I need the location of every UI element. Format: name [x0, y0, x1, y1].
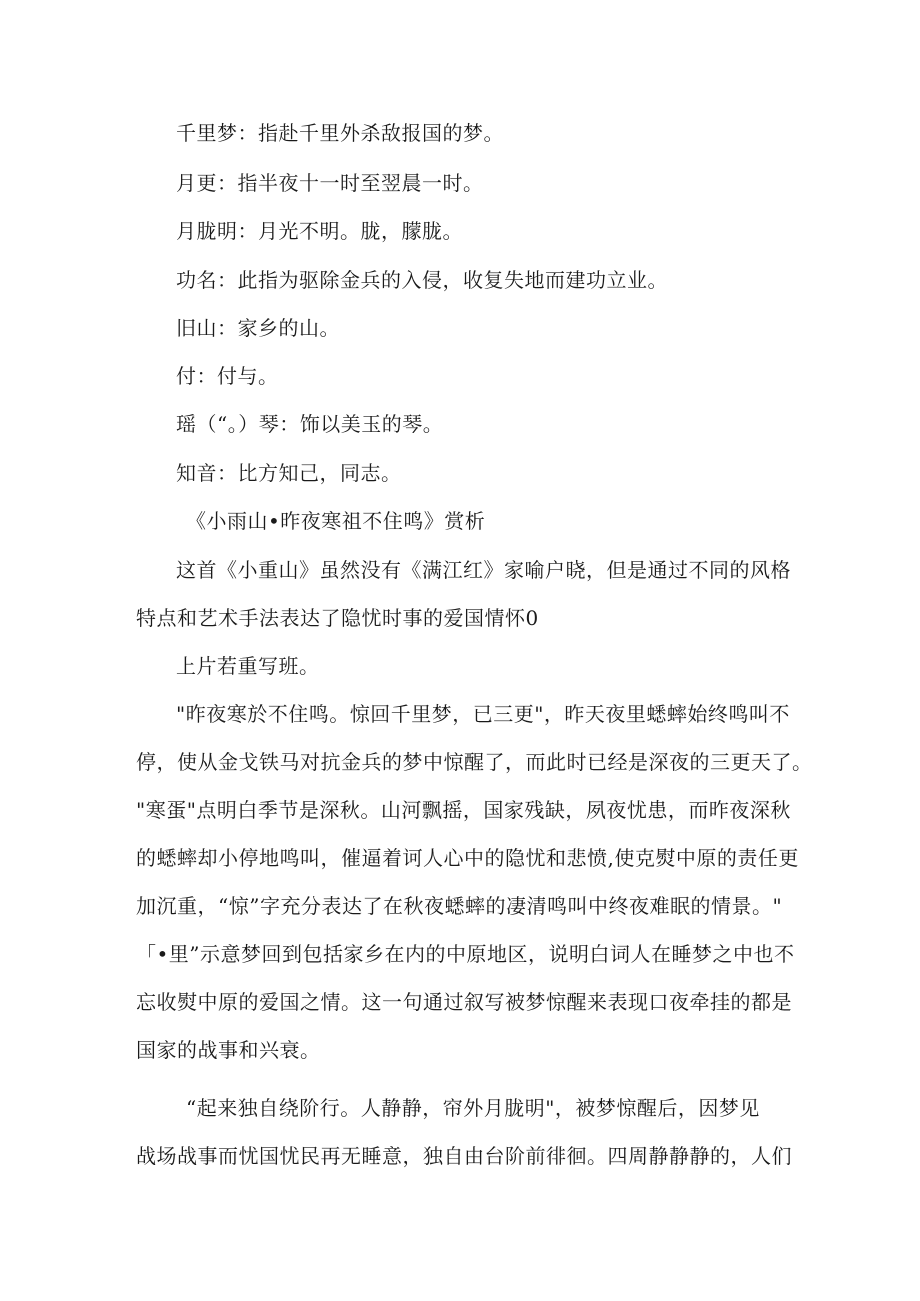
- paragraph-line: 忘收熨中原的爱国之情。这一句通过叙写被梦惊醒来表现口夜牵挂的都是: [136, 990, 792, 1014]
- glossary-item: 瑶（“。）琴：饰以美玉的琴。: [176, 412, 444, 436]
- paragraph-line: "寒蛋"点明白季节是深秋。山河飘摇，国家残缺，夙夜忧患，而昨夜深秋: [136, 798, 791, 822]
- glossary-item: 旧山：家乡的山。: [176, 316, 340, 340]
- glossary-item: 功名：此指为驱除金兵的入侵，收复失地而建功立业。: [176, 268, 668, 292]
- paragraph-line: 国家的战事和兴衰。: [136, 1038, 321, 1062]
- glossary-item: 知音：比方知己，同志。: [176, 461, 402, 485]
- paragraph-line: “起来独自绕阶行。人静静，帘外月胧明"，被梦惊醒后，因梦见: [186, 1096, 760, 1120]
- paragraph-line: 这首《小重山》虽然没有《满江红》家喻户晓，但是通过不同的风格: [176, 558, 791, 582]
- paragraph-line: 上片若重写班。: [176, 654, 320, 678]
- paragraph-line: 「•里”示意梦回到包括家乡在内的中原地区，说明白词人在睡梦之中也不: [136, 942, 795, 966]
- paragraph-line: 特点和艺术手法表达了隐忧时事的爱国情怀0: [136, 606, 539, 630]
- glossary-item: 千里梦：指赴千里外杀敌报国的梦。: [176, 121, 504, 145]
- paragraph-line: "昨夜寒於不住鸣。惊回千里梦，已三更"，昨天夜里蟋蟀始终鸣叫不: [176, 702, 790, 726]
- glossary-item: 月更：指半夜十一时至翌晨一时。: [176, 171, 484, 195]
- glossary-item: 付：付与。: [176, 364, 279, 388]
- paragraph-line: 停，使从金戈铁马对抗金兵的梦中惊醒了，而此时已经是深夜的三更天了。: [136, 750, 813, 774]
- paragraph-line: 的蟋蟀却小停地鸣叫，催逼着诃人心中的隐忧和悲愤,使克熨中原的责任更: [136, 846, 799, 870]
- glossary-item: 月胧明：月光不明。胧，朦胧。: [176, 219, 463, 243]
- paragraph-line: 加沉重，“惊”字充分表达了在秋夜蟋蟀的凄清鸣叫中终夜难眠的情景。": [136, 894, 783, 918]
- paragraph-line: 战场战事而忧国忧民再无睡意，独自由台阶前徘徊。四周静静静的，人们: [136, 1144, 792, 1168]
- section-title: 《小雨山•昨夜寒祖不住鸣》赏析: [186, 509, 486, 533]
